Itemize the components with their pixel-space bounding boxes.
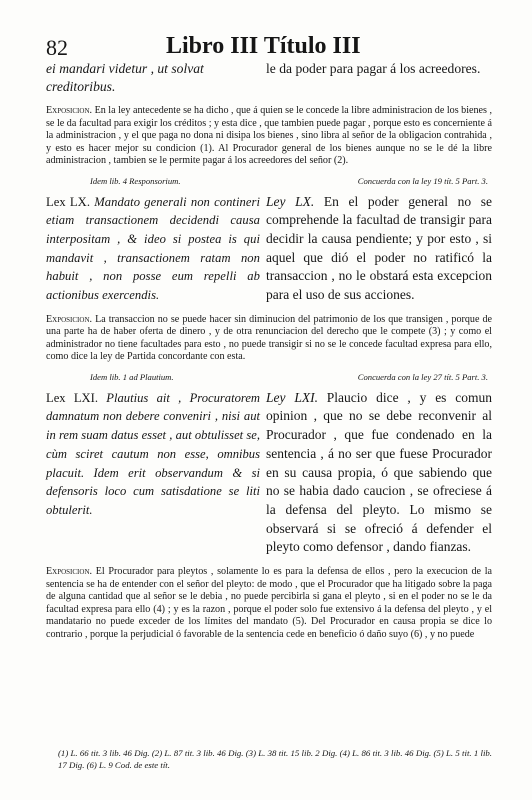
concordance-line-2: [46, 372, 492, 382]
law-number: Ley LXI.: [266, 389, 318, 405]
law-text: Mandato generali non contineri etiam transactionem decidendi causa interpositam , & ideo si postea is qui mandavit , transactionem ratam non habuit , non posse eum repelli ab actionibus exercendis.: [46, 194, 261, 303]
page-number: 82: [46, 35, 68, 60]
law-number: Ley LX.: [266, 193, 315, 209]
law-lx: [46, 193, 492, 305]
page-header: [46, 0, 492, 60]
running-head: Libro III Título III: [166, 33, 361, 59]
law-lx-latin: [46, 193, 260, 305]
law-lxi-spanish: [266, 389, 492, 557]
lead-latin: ei mandari videtur , ut solvat creditoribus.: [46, 61, 204, 94]
exposicion-text: La transaccion no se puede hacer sin diminucion del patrimonio de los que transigen , porque de una parte ha de haber oferta de dinero , y de otra renunciacion del derecho que le compete (3) ; y como el administrador no tiene facultades para esto , no puede transigir si no se le concede facultad expresa para ello, como dice la ley de Partida concordante con esta.: [46, 313, 492, 363]
exposicion-paragraph-3: [46, 566, 492, 641]
law-lxi-latin: [46, 389, 260, 557]
lead-spanish: le da poder para pagar á los acreedores.: [266, 61, 481, 76]
concordance-citation: Concuerda con la ley 19 tít. 5 Part. 3.: [357, 175, 488, 186]
source-citation: Idem lib. 1 ad Plautium.: [90, 371, 174, 382]
exposicion-label: Exposicion.: [46, 105, 93, 116]
concordance-citation: Concuerda con la ley 27 tít. 5 Part. 3.: [357, 371, 488, 382]
law-lx-spanish: [266, 193, 492, 305]
exposicion-text: En la ley antecedente se ha dicho , que á quien se le concede la libre administracion de los bienes , se le da facultad para exigir los créditos ; y esta dice , que tambien puede pagar , porque esto es concerniente á la administracion , y el que paga no dona ni disipa los bienes , sino libra al señor de la obligacion contrahida , y esto es hacer mejor su condicion (1). Al Procurador general de los bienes aunque no se le dé la libre administracion , tambien se le permite pagar á los acreedores del señor (2).: [46, 105, 492, 166]
source-citation: Idem lib. 4 Responsorium.: [90, 175, 181, 186]
exposicion-paragraph-2: [46, 314, 492, 364]
lead-columns: [46, 60, 492, 96]
law-lxi: [46, 389, 492, 557]
law-text: Plaucio dice , y es comun opinion , que no se debe reconvenir al Procurador , que fue condenado en la sentencia , á no ser que fuese Procurador en su causa propia, ó que sabiendo que no se habia dado caucion , se ofreciese á la defensa del pleyto. Lo mismo se observará si se ofreció á defender el pleyto como defensor , dando fianzas.: [266, 389, 493, 555]
law-text: Plautius ait , Procuratorem damnatum non debere conveniri , nisi aut in rem suam datus esset , aut obtulisset se, cùm sciret cautum non esse, omnibus placuit. Idem erit observandum & si defensoris loco cum satisdatione se liti obtulerit.: [46, 390, 261, 517]
exposicion-text: El Procurador para pleytos , solamente lo es para la defensa de ellos , pero la execucion de la sentencia se ha de entender con el señor del pleyto: de modo , que el Procurador que ha litigado sobre la paga de alguna cantidad que al señor se le debia , no puede percibirla si gana el pleyto , si en el poder no se le da facultad expresa para ello (4) ; y es la razon , porque el poder solo fue extensivo á la defensa del pleyto , y el mandatario no puede exceder de los límites del mandato (5). Del Procurador en causa propia se dice lo contrario , porque la perjudicial ó favorable de la sentencia cede en beneficio ó daño suyo (6) , y no puede: [46, 566, 492, 640]
exposicion-label: Exposicion.: [46, 313, 93, 325]
law-number: Lex LX.: [46, 194, 91, 209]
law-text: En el poder general no se comprehende la facultad de transigir para decidir la causa pendiente; y por esto , si aquel que dió el poder no ratificó la transaccion , no le obstará esta excepcion para el uso de sus acciones.: [266, 193, 493, 303]
concordance-line-1: [46, 176, 492, 186]
exposicion-label: Exposicion.: [46, 566, 93, 578]
law-number: Lex LXI.: [46, 390, 98, 405]
exposicion-paragraph-1: [46, 105, 492, 168]
footnotes: (1) L. 66 tit. 3 lib. 46 Dig. (2) L. 87 tit. 3 lib. 46 Dig. (3) L. 38 tit. 15 lib. 2 Dig. (4) L. 86 tit. 3 lib. 46 Dig. (5) L. 5 tit. 1 lib. 17 Dig. (6) L. 9 Cod. de este tít.: [58, 748, 492, 770]
